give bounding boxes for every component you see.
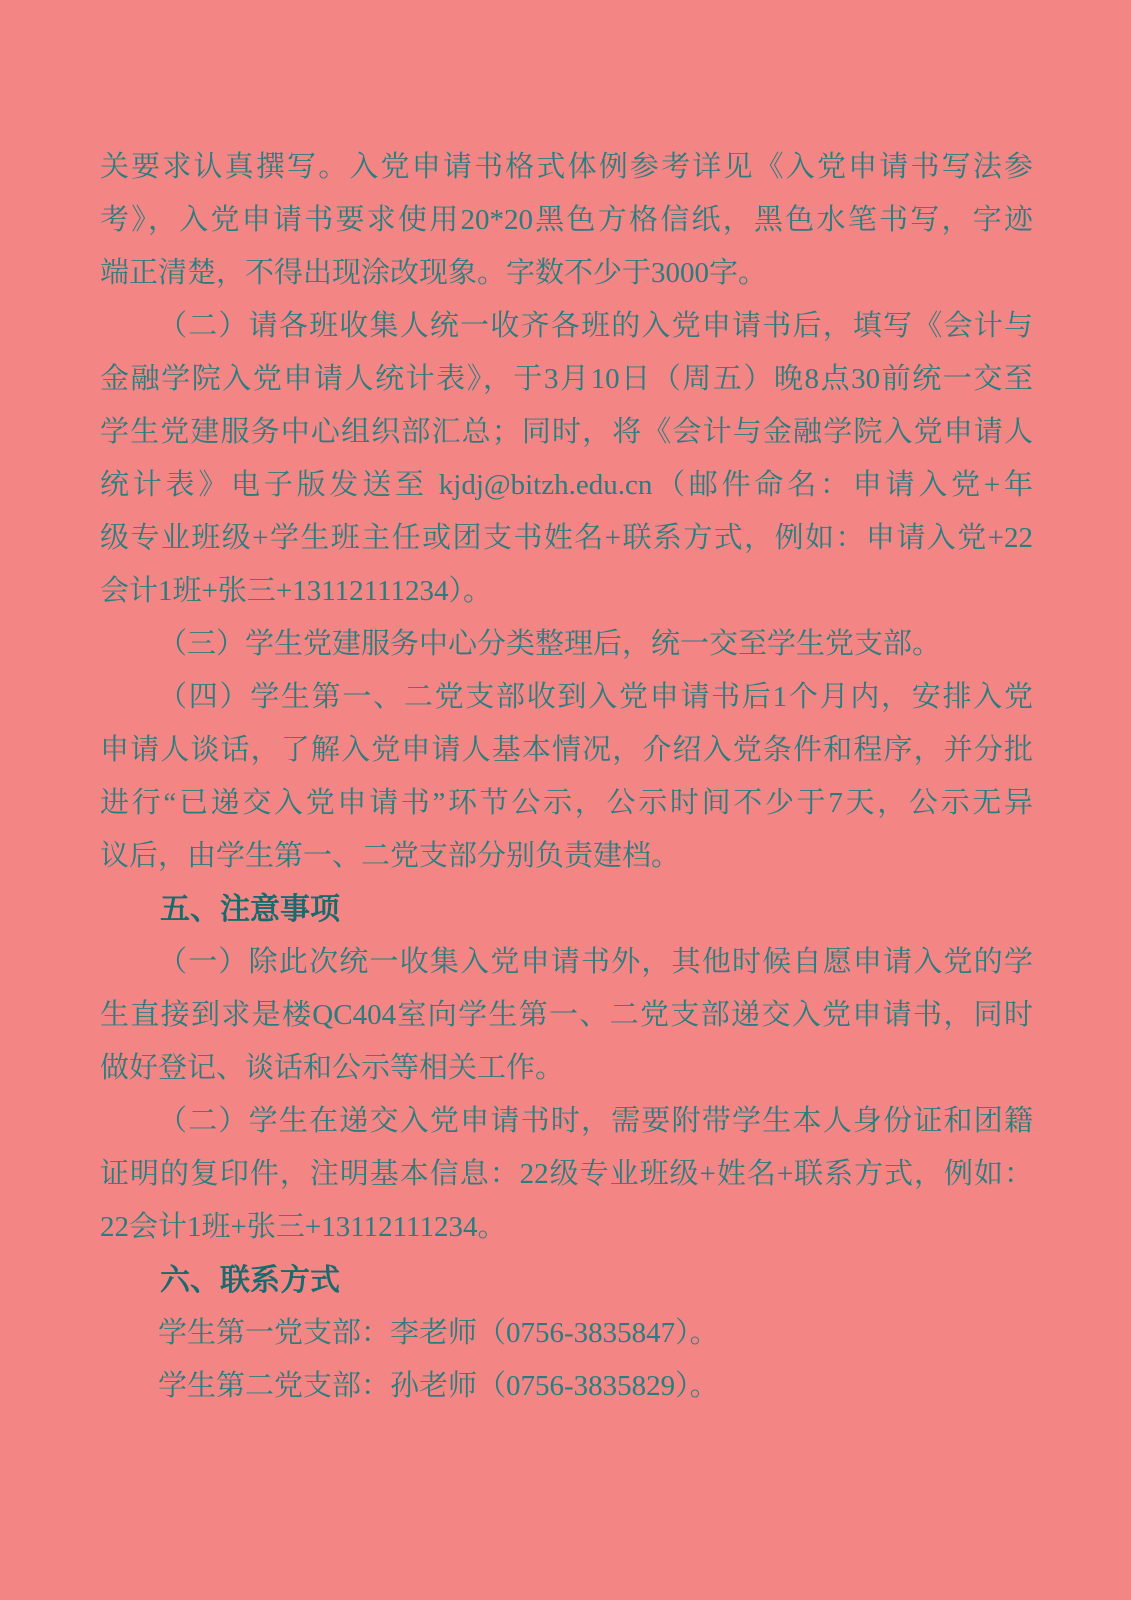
text-line: 申请人谈话，了解入党申请人基本情况，介绍入党条件和程序，并分批 [100,734,1033,766]
text-line: 级专业班级+学生班主任或团支书姓名+联系方式，例如：申请入党+22 [100,522,1033,554]
text-line: 做好登记、谈话和公示等相关工作。 [100,1052,565,1084]
text-line: 生直接到求是楼QC404室向学生第一、二党支部递交入党申请书，同时 [100,999,1033,1031]
text-line: 进行“已递交入党申请书”环节公示，公示时间不少于7天，公示无异 [100,787,1033,819]
text-line: （三）学生党建服务中心分类整理后，统一交至学生党支部。 [158,628,942,660]
section-heading-contact: 六、联系方式 [160,1264,340,1297]
text-line: （一）除此次统一收集入党申请书外，其他时候自愿申请入党的学 [158,946,1033,978]
contact-line-second-branch: 学生第二党支部：孙老师（0756-3835829）。 [158,1370,719,1402]
text-line: 22会计1班+张三+13112111234。 [100,1211,507,1243]
text-line: 端正清楚，不得出现涂改现象。字数不少于3000字。 [100,257,768,289]
section-heading-notes: 五、注意事项 [160,893,340,926]
text-line: 议后，由学生第一、二党支部分别负责建档。 [100,840,681,872]
text-line: 证明的复印件，注明基本信息：22级专业班级+姓名+联系方式，例如： [100,1158,1033,1190]
text-line: （四）学生第一、二党支部收到入党申请书后1个月内，安排入党 [158,681,1033,713]
text-line: 考》，入党申请书要求使用20*20黑色方格信纸，黑色水笔书写，字迹 [100,204,1033,236]
text-line: （二）学生在递交入党申请书时，需要附带学生本人身份证和团籍 [158,1105,1033,1137]
text-line: 学生党建服务中心组织部汇总；同时，将《会计与金融学院入党申请人 [100,416,1033,448]
text-line: 会计1班+张三+13112111234）。 [100,575,492,607]
text-line: （二）请各班收集人统一收齐各班的入党申请书后，填写《会计与 [158,310,1033,342]
text-line: 统计表》电子版发送至 kjdj@bitzh.edu.cn（邮件命名：申请入党+年 [100,469,1033,501]
text-line: 关要求认真撰写。入党申请书格式体例参考详见《入党申请书写法参 [100,151,1033,183]
contact-line-first-branch: 学生第一党支部：李老师（0756-3835847）。 [158,1317,719,1349]
text-line: 金融学院入党申请人统计表》，于3月10日（周五）晚8点30前统一交至 [100,363,1033,395]
